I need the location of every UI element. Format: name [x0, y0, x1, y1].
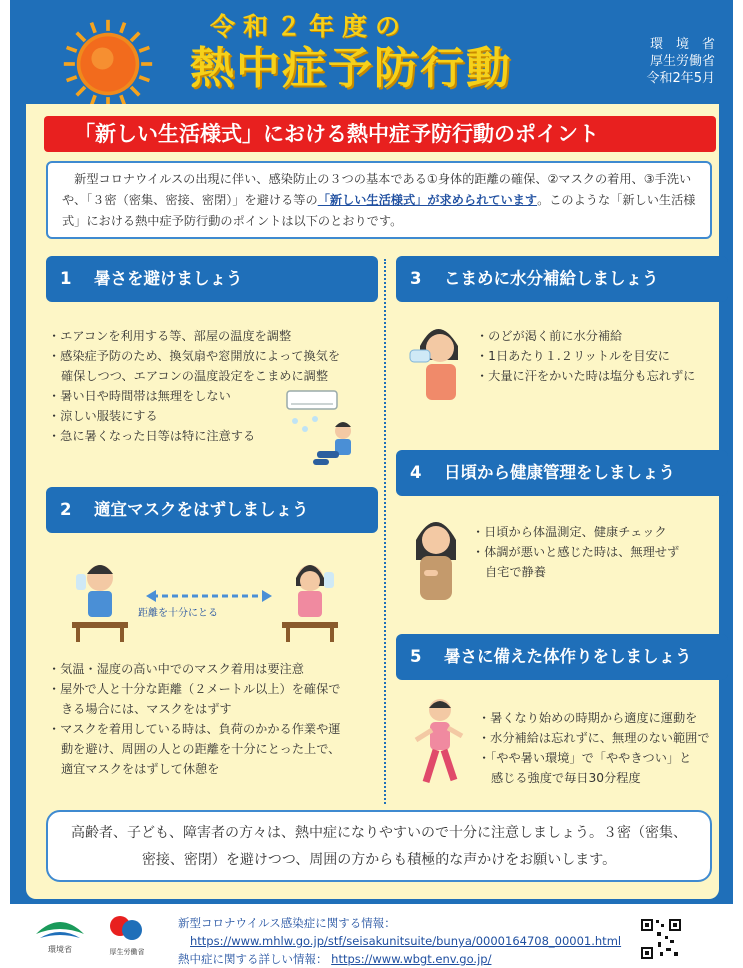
bottom-strip: [10, 904, 733, 966]
list-item-text: 動を避け、周囲の人との距離を十分にとった上で、: [61, 742, 341, 756]
list-item-text: ・マスクを着用している時は、負荷のかかる作業や運: [48, 722, 341, 736]
jogging-illustration: [410, 696, 466, 790]
heatstroke-info-link[interactable]: https://www.wbgt.env.go.jp/: [331, 952, 492, 966]
list-item-text: ・日頃から体温測定、健康チェック: [472, 525, 667, 539]
intro-box: [46, 161, 712, 239]
list-item-text: ・気温・湿度の高い中でのマスク着用は要注意: [48, 662, 304, 676]
list-item-text: ・のどが渇く前に水分補給: [476, 329, 623, 343]
caution-note: 高齢者、子ども、障害者の方々は、熱中症になりやすいので十分に注意しましょう。３密（密集、密接、密閉）を避けつつ、周囲の方からも積極的な声かけをお願いします。: [46, 810, 712, 882]
content-area: [26, 104, 719, 899]
distance-label: 距離を十分にとる: [138, 608, 218, 619]
section-3-heading: [396, 256, 728, 302]
section-2-heading: [46, 487, 378, 533]
info-links: [178, 914, 621, 968]
covid-info-link[interactable]: https://www.mhlw.go.jp/stf/seisakunitsuite/bunya/0000164708_00001.html: [190, 934, 622, 948]
list-item-text: ・1日あたり１.２リットルを目安に: [476, 349, 670, 363]
list-item-text: ・水分補給は忘れずに、無理のない範囲で: [478, 731, 710, 745]
list-item-text: ・暑い日や時間帯は無理をしない: [48, 389, 231, 403]
air-conditioner-illustration: [281, 389, 371, 479]
list-item-text: ・感染症予防のため、換気扇や窓開放によって換気を: [48, 349, 341, 363]
section-title: こまめに水分補給しましょう: [444, 269, 659, 288]
logo-label: 環境省: [48, 945, 72, 954]
list-item-text: 感じる強度で毎日30分程度: [491, 771, 641, 785]
section-5-list: [478, 708, 724, 788]
list-item-text: きる場合には、マスクをはずす: [61, 702, 232, 716]
section-1-heading: [46, 256, 378, 302]
intro-text-end: 。このような「新しい生活様式」における熱中症予防行動のポイントは以下のとおりです。: [62, 193, 696, 228]
section-title: 暑さに備えた体作りをしましょう: [444, 647, 692, 666]
section-number: 4: [410, 463, 422, 482]
section-4-heading: [396, 450, 728, 496]
list-item: [48, 326, 388, 346]
section-title: 適宜マスクをはずしましょう: [94, 500, 309, 519]
section-number: 2: [60, 500, 72, 519]
list-item-text: 適宜マスクをはずして休憩を: [61, 762, 220, 776]
poster: [10, 0, 733, 966]
header: [10, 0, 733, 104]
list-item-text: ・大量に汗をかいた時は塩分も忘れずに: [476, 369, 696, 383]
issuer-line: 令和2年5月: [646, 71, 715, 86]
list-item: [472, 542, 722, 582]
intro-text: 新型コロナウイルスの出現に伴い、感染防止の３つの基本である①身体的距離の確保、②マスクの着用、③手洗いや、「３密（密集、密接、密閉）」を避ける等の: [62, 172, 692, 207]
points-banner: 「新しい生活様式」における熱中症予防行動のポイント: [44, 116, 716, 152]
list-item: [476, 346, 716, 366]
header-title: 熱中症予防行動: [190, 43, 512, 94]
list-item-text: ・体調が悪いと感じた時は、無理せず: [472, 545, 680, 559]
list-item: [48, 659, 388, 679]
list-item-text: ・急に暑くなった日等は特に注意する: [48, 429, 256, 443]
list-item-text: ・暑くなり始めの時期から適度に運動を: [478, 711, 698, 725]
list-item: [478, 728, 724, 748]
section-number: 1: [60, 269, 72, 288]
info-label-2: 熱中症に関する詳しい情報：: [178, 952, 328, 966]
list-item: [48, 346, 388, 386]
sun-icon: [62, 18, 154, 110]
intro-emphasis: 「新しい生活様式」が求められています: [317, 193, 538, 207]
list-item-text: 確保しつつ、エアコンの温度設定をこまめに調整: [61, 369, 329, 383]
main-panel: [10, 104, 733, 904]
list-item-text: ・「やや暑い環境」で「ややきつい」と: [478, 751, 692, 765]
info-label: 新型コロナウイルス感染症に関する情報：: [178, 916, 396, 930]
mhlw-logo-icon: [102, 910, 152, 956]
list-item: [478, 708, 724, 728]
list-item-text: ・エアコンを利用する等、部屋の温度を調整: [48, 329, 292, 343]
qr-code-icon[interactable]: [640, 918, 682, 960]
logo-label: 厚生労働省: [109, 948, 145, 956]
list-item-text: ・涼しい服装にする: [48, 409, 158, 423]
section-2-list: [48, 659, 388, 779]
list-item-text: ・屋外で人と十分な距離（２メートル以上）を確保で: [48, 682, 341, 696]
list-item: [476, 326, 716, 346]
issuer-line: 環 境 省: [649, 37, 715, 52]
list-item: [472, 522, 722, 542]
section-title: 暑さを避けましょう: [94, 269, 243, 288]
drinking-water-illustration: [406, 316, 470, 402]
issuer-line: 厚生労働省: [649, 54, 715, 69]
header-subtitle: 令和２年度の: [210, 12, 409, 41]
section-3-list: [476, 326, 716, 386]
list-item: [48, 679, 388, 719]
list-item: [476, 366, 716, 386]
section-4-list: [472, 522, 722, 582]
mask-distance-illustration: [66, 552, 356, 652]
section-number: 5: [410, 647, 422, 666]
list-item-text: 自宅で静養: [485, 565, 546, 579]
thermometer-illustration: [406, 510, 466, 602]
section-5-heading: [396, 634, 728, 680]
section-title: 日頃から健康管理をしましょう: [444, 463, 675, 482]
issuer-block: [646, 36, 715, 87]
moe-logo-icon: [32, 914, 88, 954]
section-number: 3: [410, 269, 422, 288]
list-item: [48, 719, 388, 779]
list-item: [478, 748, 724, 788]
